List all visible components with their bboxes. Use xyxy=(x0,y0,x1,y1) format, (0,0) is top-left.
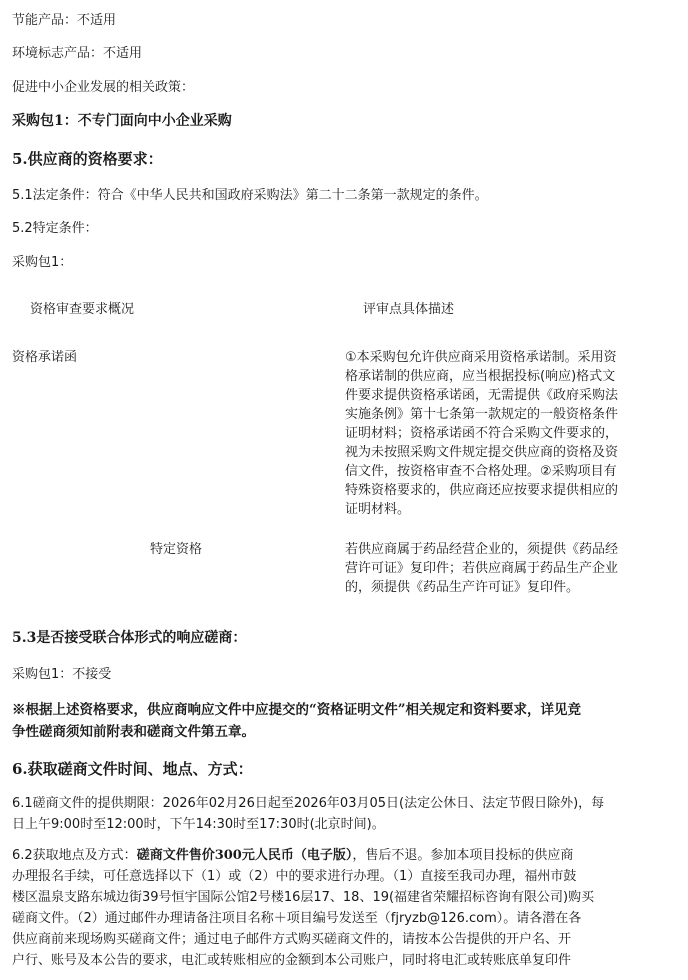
table-header-col1: 资格审查要求概况 xyxy=(30,302,135,317)
row-name: 资格承诺函 xyxy=(12,350,78,365)
desc-line: 营许可证》复印件；若供应商属于药品生产企业 xyxy=(345,561,619,576)
row-name: 特定资格 xyxy=(150,542,203,557)
para-line xyxy=(12,845,678,866)
s6-2-prefix: 6.2获取地点及方式： xyxy=(12,848,137,863)
note-line: ※根据上述资格要求，供应商响应文件中应提交的“资格证明文件”相关规定和资料要求，详见竞 xyxy=(12,702,582,718)
s6-2-paragraph xyxy=(12,845,678,971)
desc-line: 证明材料。 xyxy=(345,502,411,517)
desc-line: 实施条例》第十七条第一款规定的一般资格条件 xyxy=(345,407,619,422)
section6-title: 6.获取磋商文件时间、地点、方式： xyxy=(12,760,253,778)
price-emphasis: 磋商文件售价300元人民币（电子版） xyxy=(136,848,353,863)
row-description xyxy=(345,540,680,597)
desc-line: 特殊资格要求的，供应商还应按要求提供相应的 xyxy=(345,483,619,498)
desc-line: 若供应商属于药品经营企业的，须提供《药品经 xyxy=(345,542,619,557)
desc-line: 证明材料；资格承诺函不符合采购文件要求的， xyxy=(345,426,619,441)
package1-label: 采购包1： xyxy=(12,255,73,270)
row-description xyxy=(345,348,680,519)
env-label-line: 环境标志产品：不适用 xyxy=(12,46,143,61)
para-line: 磋商文件。（2）通过邮件办理请备注项目名称＋项目编号发送至（fjryzb@126.com）。请各潜在各 xyxy=(12,911,582,926)
para-line: 日上午9:00时至12:00时，下午14:30时至17:30时(北京时间)。 xyxy=(12,817,385,832)
s5-2-line: 5.2特定条件： xyxy=(12,221,98,236)
para-line: 办理报名手续，可任意选择以下（1）或（2）中的要求进行办理。（1）直接至我司办理，福州市鼓 xyxy=(12,869,577,884)
s6-1-paragraph xyxy=(12,793,678,835)
section5-title: 5.供应商的资格要求： xyxy=(12,150,163,168)
desc-line: ①本采购包允许供应商采用资格承诺制。采用资 xyxy=(345,350,617,365)
para-line: 6.1磋商文件的提供期限：2026年02月26日起至2026年03月05日(法定公休日、法定节假日除外)，每 xyxy=(12,796,605,811)
sme-policy-line: 促进中小企业发展的相关政策： xyxy=(12,80,195,95)
desc-line: 的，须提供《药品生产许可证》复印件。 xyxy=(345,580,580,595)
desc-line: 格承诺制的供应商，应当根据投标(响应)格式文 xyxy=(345,369,616,384)
s5-3-value: 采购包1：不接受 xyxy=(12,667,112,682)
desc-line: 件要求提供资格承诺函，无需提供《政府采购法 xyxy=(345,388,619,403)
desc-line: 信文件，按资格审查不合格处理。②采购项目有 xyxy=(345,464,617,479)
s6-2-rest: ，售后不退。参加本项目投标的供应商 xyxy=(352,848,574,863)
para-line: 供应商前来现场购买磋商文件；通过电子邮件方式购买磋商文件的，请按本公告提供的开户名、开 xyxy=(12,932,572,947)
energy-saving-line: 节能产品：不适用 xyxy=(12,13,117,28)
para-line: 楼区温泉支路东城边街39号恒宇国际公馆2号楼16层17、18、19(福建省荣耀招标咨询有限公司)购买 xyxy=(12,890,595,905)
package1-heading: 采购包1：不专门面向中小企业采购 xyxy=(12,113,232,129)
para-line: 户行、账号及本公告的要求，电汇或转账相应的金额到本公司账户，同时将电汇或转账底单复印件 xyxy=(12,953,572,968)
s5-3-title: 5.3是否接受联合体形式的响应磋商： xyxy=(12,630,247,646)
s5-1-line: 5.1法定条件：符合《中华人民共和国政府采购法》第二十二条第一款规定的条件。 xyxy=(12,188,488,203)
note-line: 争性磋商须知前附表和磋商文件第五章。 xyxy=(12,724,255,740)
desc-line: 视为未按照采购文件规定提交供应商的资格及资 xyxy=(345,445,619,460)
table-header-col2: 评审点具体描述 xyxy=(363,302,455,317)
